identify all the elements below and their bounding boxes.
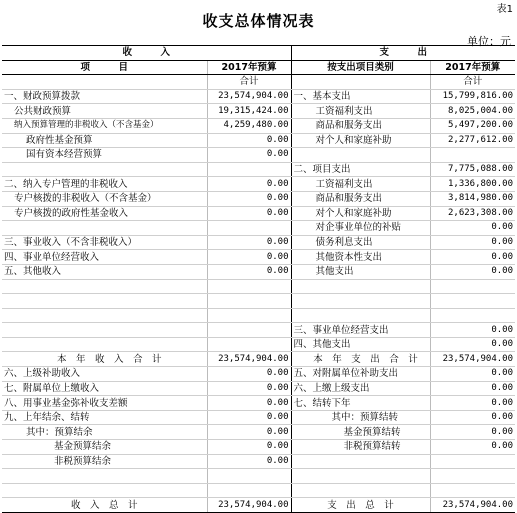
expense-item-cell xyxy=(291,483,430,498)
expense-item-cell: 基金预算结转 xyxy=(291,425,430,440)
income-item-cell: 国有资本经营预算 xyxy=(2,148,207,163)
income-item-cell: 其中：预算结余 xyxy=(2,425,207,440)
table-row xyxy=(2,469,515,484)
income-value-cell: 0.00 xyxy=(207,367,291,382)
income-value-cell xyxy=(207,337,291,352)
expense-value-cell xyxy=(430,308,515,323)
income-value-cell xyxy=(207,323,291,338)
table-row xyxy=(2,498,515,513)
income-item-cell: 非税预算结余 xyxy=(2,454,207,469)
expense-value-cell: 2,277,612.00 xyxy=(430,133,515,148)
expense-item-cell: 其他资本性支出 xyxy=(291,250,430,265)
income-item-cell: 六、上级补助收入 xyxy=(2,367,207,382)
income-value-cell: 23,574,904.00 xyxy=(207,352,291,367)
expense-value-cell: 0.00 xyxy=(430,425,515,440)
table-row xyxy=(2,89,515,104)
income-value-cell: 0.00 xyxy=(207,177,291,192)
income-value-cell: 0.00 xyxy=(207,133,291,148)
income-value-cell xyxy=(207,294,291,309)
income-item-cell: 八、用事业基金弥补收支差额 xyxy=(2,396,207,411)
expense-item-cell: 对个人和家庭补助 xyxy=(291,133,430,148)
expense-value-cell: 0.00 xyxy=(430,410,515,425)
table-row xyxy=(2,206,515,221)
income-value-cell: 0.00 xyxy=(207,206,291,221)
expense-item-cell: 一、基本支出 xyxy=(291,89,430,104)
table-row xyxy=(2,323,515,338)
income-value-cell: 0.00 xyxy=(207,264,291,279)
expense-item-cell: 其中：预算结转 xyxy=(291,410,430,425)
income-item-cell: 收 入 总 计 xyxy=(2,498,207,513)
income-item-cell xyxy=(2,323,207,338)
expense-value-cell xyxy=(430,483,515,498)
table-row xyxy=(2,118,515,133)
expense-value-cell xyxy=(430,294,515,309)
income-value-cell: 0.00 xyxy=(207,250,291,265)
income-item-cell: 公共财政预算 xyxy=(2,104,207,119)
income-value-cell xyxy=(207,279,291,294)
table-row xyxy=(2,308,515,323)
income-item-cell: 一、财政预算拨款 xyxy=(2,89,207,104)
expense-value-cell: 0.00 xyxy=(430,221,515,236)
table-row xyxy=(2,483,515,498)
income-item-cell: 四、事业单位经营收入 xyxy=(2,250,207,265)
income-value-cell xyxy=(207,483,291,498)
income-item-cell: 九、上年结余、结转 xyxy=(2,410,207,425)
expense-value-cell: 23,574,904.00 xyxy=(430,498,515,513)
income-item-cell xyxy=(2,162,207,177)
expense-item-cell xyxy=(291,294,430,309)
income-item-cell xyxy=(2,308,207,323)
expense-item-cell: 本 年 支 出 合 计 xyxy=(291,352,430,367)
table-row xyxy=(2,440,515,455)
table-row xyxy=(2,337,515,352)
expense-header: 支 出 xyxy=(291,46,515,61)
income-item-cell xyxy=(2,337,207,352)
expense-value-cell: 0.00 xyxy=(430,367,515,382)
table-row xyxy=(2,162,515,177)
income-item-cell: 三、事业收入（不含非税收入） xyxy=(2,235,207,250)
income-value-cell: 0.00 xyxy=(207,396,291,411)
income-item-cell: 专户核拨的政府性基金收入 xyxy=(2,206,207,221)
table-row xyxy=(2,235,515,250)
income-item-cell: 专户核拨的非税收入（不含基金） xyxy=(2,191,207,206)
expense-item-cell xyxy=(291,454,430,469)
income-item-header: 项 目 xyxy=(2,60,207,75)
expense-item-cell: 工资福利支出 xyxy=(291,104,430,119)
income-item-cell: 政府性基金预算 xyxy=(2,133,207,148)
expense-item-cell: 其他支出 xyxy=(291,264,430,279)
expense-heji-label: 合计 xyxy=(430,75,515,90)
table-row xyxy=(2,367,515,382)
expense-item-header: 按支出项目类别 xyxy=(291,60,430,75)
table-row xyxy=(2,191,515,206)
income-header: 收 入 xyxy=(2,46,291,61)
expense-item-cell: 工资福利支出 xyxy=(291,177,430,192)
income-item-cell xyxy=(2,294,207,309)
table-row xyxy=(2,294,515,309)
expense-value-cell: 0.00 xyxy=(430,250,515,265)
income-value-cell xyxy=(207,221,291,236)
income-item-cell xyxy=(2,221,207,236)
expense-value-cell: 5,497,200.00 xyxy=(430,118,515,133)
expense-value-cell xyxy=(430,148,515,163)
income-value-cell: 19,315,424.00 xyxy=(207,104,291,119)
expense-item-cell xyxy=(291,308,430,323)
expense-value-cell: 1,336,800.00 xyxy=(430,177,515,192)
expense-item-cell: 对个人和家庭补助 xyxy=(291,206,430,221)
expense-value-cell: 0.00 xyxy=(430,235,515,250)
expense-item-cell xyxy=(291,148,430,163)
expense-item-cell xyxy=(291,469,430,484)
expense-value-cell: 0.00 xyxy=(430,440,515,455)
table-row xyxy=(2,148,515,163)
income-item-cell: 本 年 收 入 合 计 xyxy=(2,352,207,367)
expense-value-cell: 3,814,980.00 xyxy=(430,191,515,206)
table-row xyxy=(2,425,515,440)
expense-item-cell: 非税预算结转 xyxy=(291,440,430,455)
income-item-cell: 纳入预算管理的非税收入（不含基金） xyxy=(2,118,207,133)
expense-item-cell xyxy=(291,279,430,294)
table-row xyxy=(2,454,515,469)
expense-item-cell: 七、结转下年 xyxy=(291,396,430,411)
expense-item-cell: 二、项目支出 xyxy=(291,162,430,177)
expense-value-cell xyxy=(430,454,515,469)
expense-value-cell: 0.00 xyxy=(430,396,515,411)
page-title: 收支总体情况表 xyxy=(202,12,315,30)
income-budget-header: 2017年预算 xyxy=(207,60,291,75)
income-value-cell: 0.00 xyxy=(207,454,291,469)
income-value-cell: 23,574,904.00 xyxy=(207,89,291,104)
income-item-cell: 七、附属单位上缴收入 xyxy=(2,381,207,396)
income-value-cell xyxy=(207,469,291,484)
expense-value-cell: 2,623,308.00 xyxy=(430,206,515,221)
expense-value-cell: 0.00 xyxy=(430,264,515,279)
table-row xyxy=(2,381,515,396)
expense-item-cell: 对企事业单位的补贴 xyxy=(291,221,430,236)
expense-item-cell: 六、上缴上级支出 xyxy=(291,381,430,396)
table-row xyxy=(2,264,515,279)
income-value-cell: 0.00 xyxy=(207,381,291,396)
expense-value-cell: 0.00 xyxy=(430,337,515,352)
expense-value-cell: 15,799,816.00 xyxy=(430,89,515,104)
table-row xyxy=(2,177,515,192)
expense-budget-header: 2017年预算 xyxy=(430,60,515,75)
expense-value-cell: 8,025,004.00 xyxy=(430,104,515,119)
expense-value-cell: 0.00 xyxy=(430,381,515,396)
unit-label: 单位：元 xyxy=(467,35,511,48)
expense-item-cell: 五、对附属单位补助支出 xyxy=(291,367,430,382)
income-value-cell: 0.00 xyxy=(207,440,291,455)
expense-value-cell: 23,574,904.00 xyxy=(430,352,515,367)
income-item-cell: 二、纳入专户管理的非税收入 xyxy=(2,177,207,192)
income-item-cell: 五、其他收入 xyxy=(2,264,207,279)
table-row xyxy=(2,133,515,148)
income-value-cell: 23,574,904.00 xyxy=(207,498,291,513)
table-row xyxy=(2,250,515,265)
table-row xyxy=(2,221,515,236)
income-value-cell: 0.00 xyxy=(207,235,291,250)
income-value-cell: 0.00 xyxy=(207,191,291,206)
income-heji-label: 合计 xyxy=(207,75,291,90)
page-number: 表1 xyxy=(496,4,513,15)
income-value-cell: 0.00 xyxy=(207,425,291,440)
expense-value-cell xyxy=(430,469,515,484)
income-value-cell xyxy=(207,308,291,323)
income-item-cell xyxy=(2,469,207,484)
expense-item-cell: 支 出 总 计 xyxy=(291,498,430,513)
expense-item-cell: 商品和服务支出 xyxy=(291,191,430,206)
income-item-cell xyxy=(2,483,207,498)
expense-item-cell: 债务利息支出 xyxy=(291,235,430,250)
expense-value-cell: 0.00 xyxy=(430,323,515,338)
table-row xyxy=(2,279,515,294)
table-row xyxy=(2,396,515,411)
table-row xyxy=(2,104,515,119)
income-value-cell xyxy=(207,162,291,177)
budget-table xyxy=(2,45,515,513)
income-item-cell: 基金预算结余 xyxy=(2,440,207,455)
table-row xyxy=(2,352,515,367)
expense-item-cell: 商品和服务支出 xyxy=(291,118,430,133)
income-value-cell: 0.00 xyxy=(207,148,291,163)
expense-item-cell: 四、其他支出 xyxy=(291,337,430,352)
expense-value-cell: 7,775,088.00 xyxy=(430,162,515,177)
income-value-cell: 4,259,480.00 xyxy=(207,118,291,133)
income-value-cell: 0.00 xyxy=(207,410,291,425)
expense-value-cell xyxy=(430,279,515,294)
table-row xyxy=(2,410,515,425)
expense-item-cell: 三、事业单位经营支出 xyxy=(291,323,430,338)
income-item-cell xyxy=(2,279,207,294)
